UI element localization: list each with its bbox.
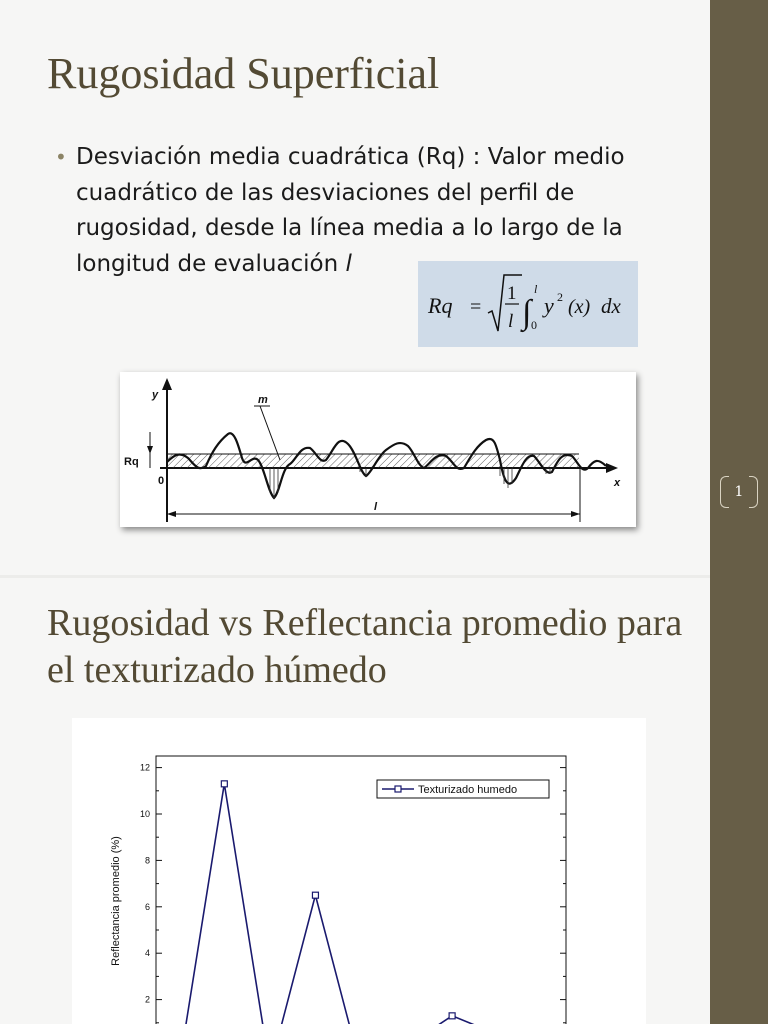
y-tick-label: 8 (144, 855, 150, 866)
label-l: l (374, 501, 378, 513)
bullet-text: Desviación media cuadrática (Rq) : Valor medio cuadrático de las desviaciones del perfil de rugosidad, desde la línea media a lo largo de la longitud de evaluación (76, 144, 625, 277)
formula-lhs: Rq (428, 293, 453, 318)
profile-svg (120, 372, 636, 527)
formula-exp: 2 (557, 290, 563, 304)
formula-frac-den: l (508, 311, 514, 332)
bullet-italic-l: l (345, 250, 352, 277)
slide-title: Rugosidad vs Reflectancia promedio para el texturizado húmedo (47, 602, 683, 691)
legend-label: Texturizado humedo (418, 784, 518, 796)
legend-marker (395, 786, 401, 792)
y-arrow-icon (162, 378, 172, 390)
integral-sign: ∫ (522, 294, 532, 331)
label-x: x (614, 477, 621, 489)
reflectance-chart (72, 718, 646, 1024)
formula-integrand: y (544, 293, 554, 318)
label-y: y (152, 389, 159, 401)
below-axis-hatching (270, 468, 550, 498)
m-pointer-line (260, 406, 280, 460)
page-number: 1 (734, 484, 744, 500)
y-tick-label: 2 (144, 994, 150, 1005)
label-m: m (258, 394, 268, 406)
formula-dx: dx (601, 294, 621, 318)
formula-svg (418, 261, 638, 347)
roughness-profile-figure (120, 372, 636, 527)
left-bracket-icon (720, 476, 729, 508)
x-arrow-icon (606, 463, 618, 473)
rq-formula-image (418, 261, 638, 347)
y-tick-label: 10 (139, 809, 150, 819)
slide-2 (0, 578, 710, 1024)
y-axis-label: Reflectancia promedio (%) (110, 836, 122, 966)
l-right-arrow-icon (571, 511, 580, 517)
formula-frac-num: 1 (507, 283, 517, 304)
formula-int-lower: 0 (531, 318, 537, 332)
slide-title: Rugosidad Superficial (47, 49, 440, 98)
data-point-marker (449, 1013, 455, 1019)
formula-arg: (x) (568, 296, 591, 318)
bullet-dot-icon: • (55, 145, 67, 169)
data-point-marker (312, 892, 318, 898)
page-number-badge (718, 474, 760, 510)
right-bracket-icon (749, 476, 758, 508)
y-tick-label: 6 (144, 901, 150, 912)
label-rq: Rq (124, 456, 139, 468)
l-left-arrow-icon (167, 511, 176, 517)
sqrt-sign (488, 275, 522, 331)
data-point-marker (221, 781, 227, 787)
label-zero: 0 (158, 475, 165, 487)
y-tick-label: 12 (139, 762, 150, 773)
y-tick-label: 4 (144, 948, 150, 959)
sidebar-bar (710, 0, 768, 1024)
formula-int-upper: l (534, 282, 538, 296)
chart-svg (72, 718, 646, 1024)
rq-arrow-icon (147, 446, 153, 454)
series-line (179, 784, 543, 1024)
formula-eq: = (470, 296, 482, 318)
